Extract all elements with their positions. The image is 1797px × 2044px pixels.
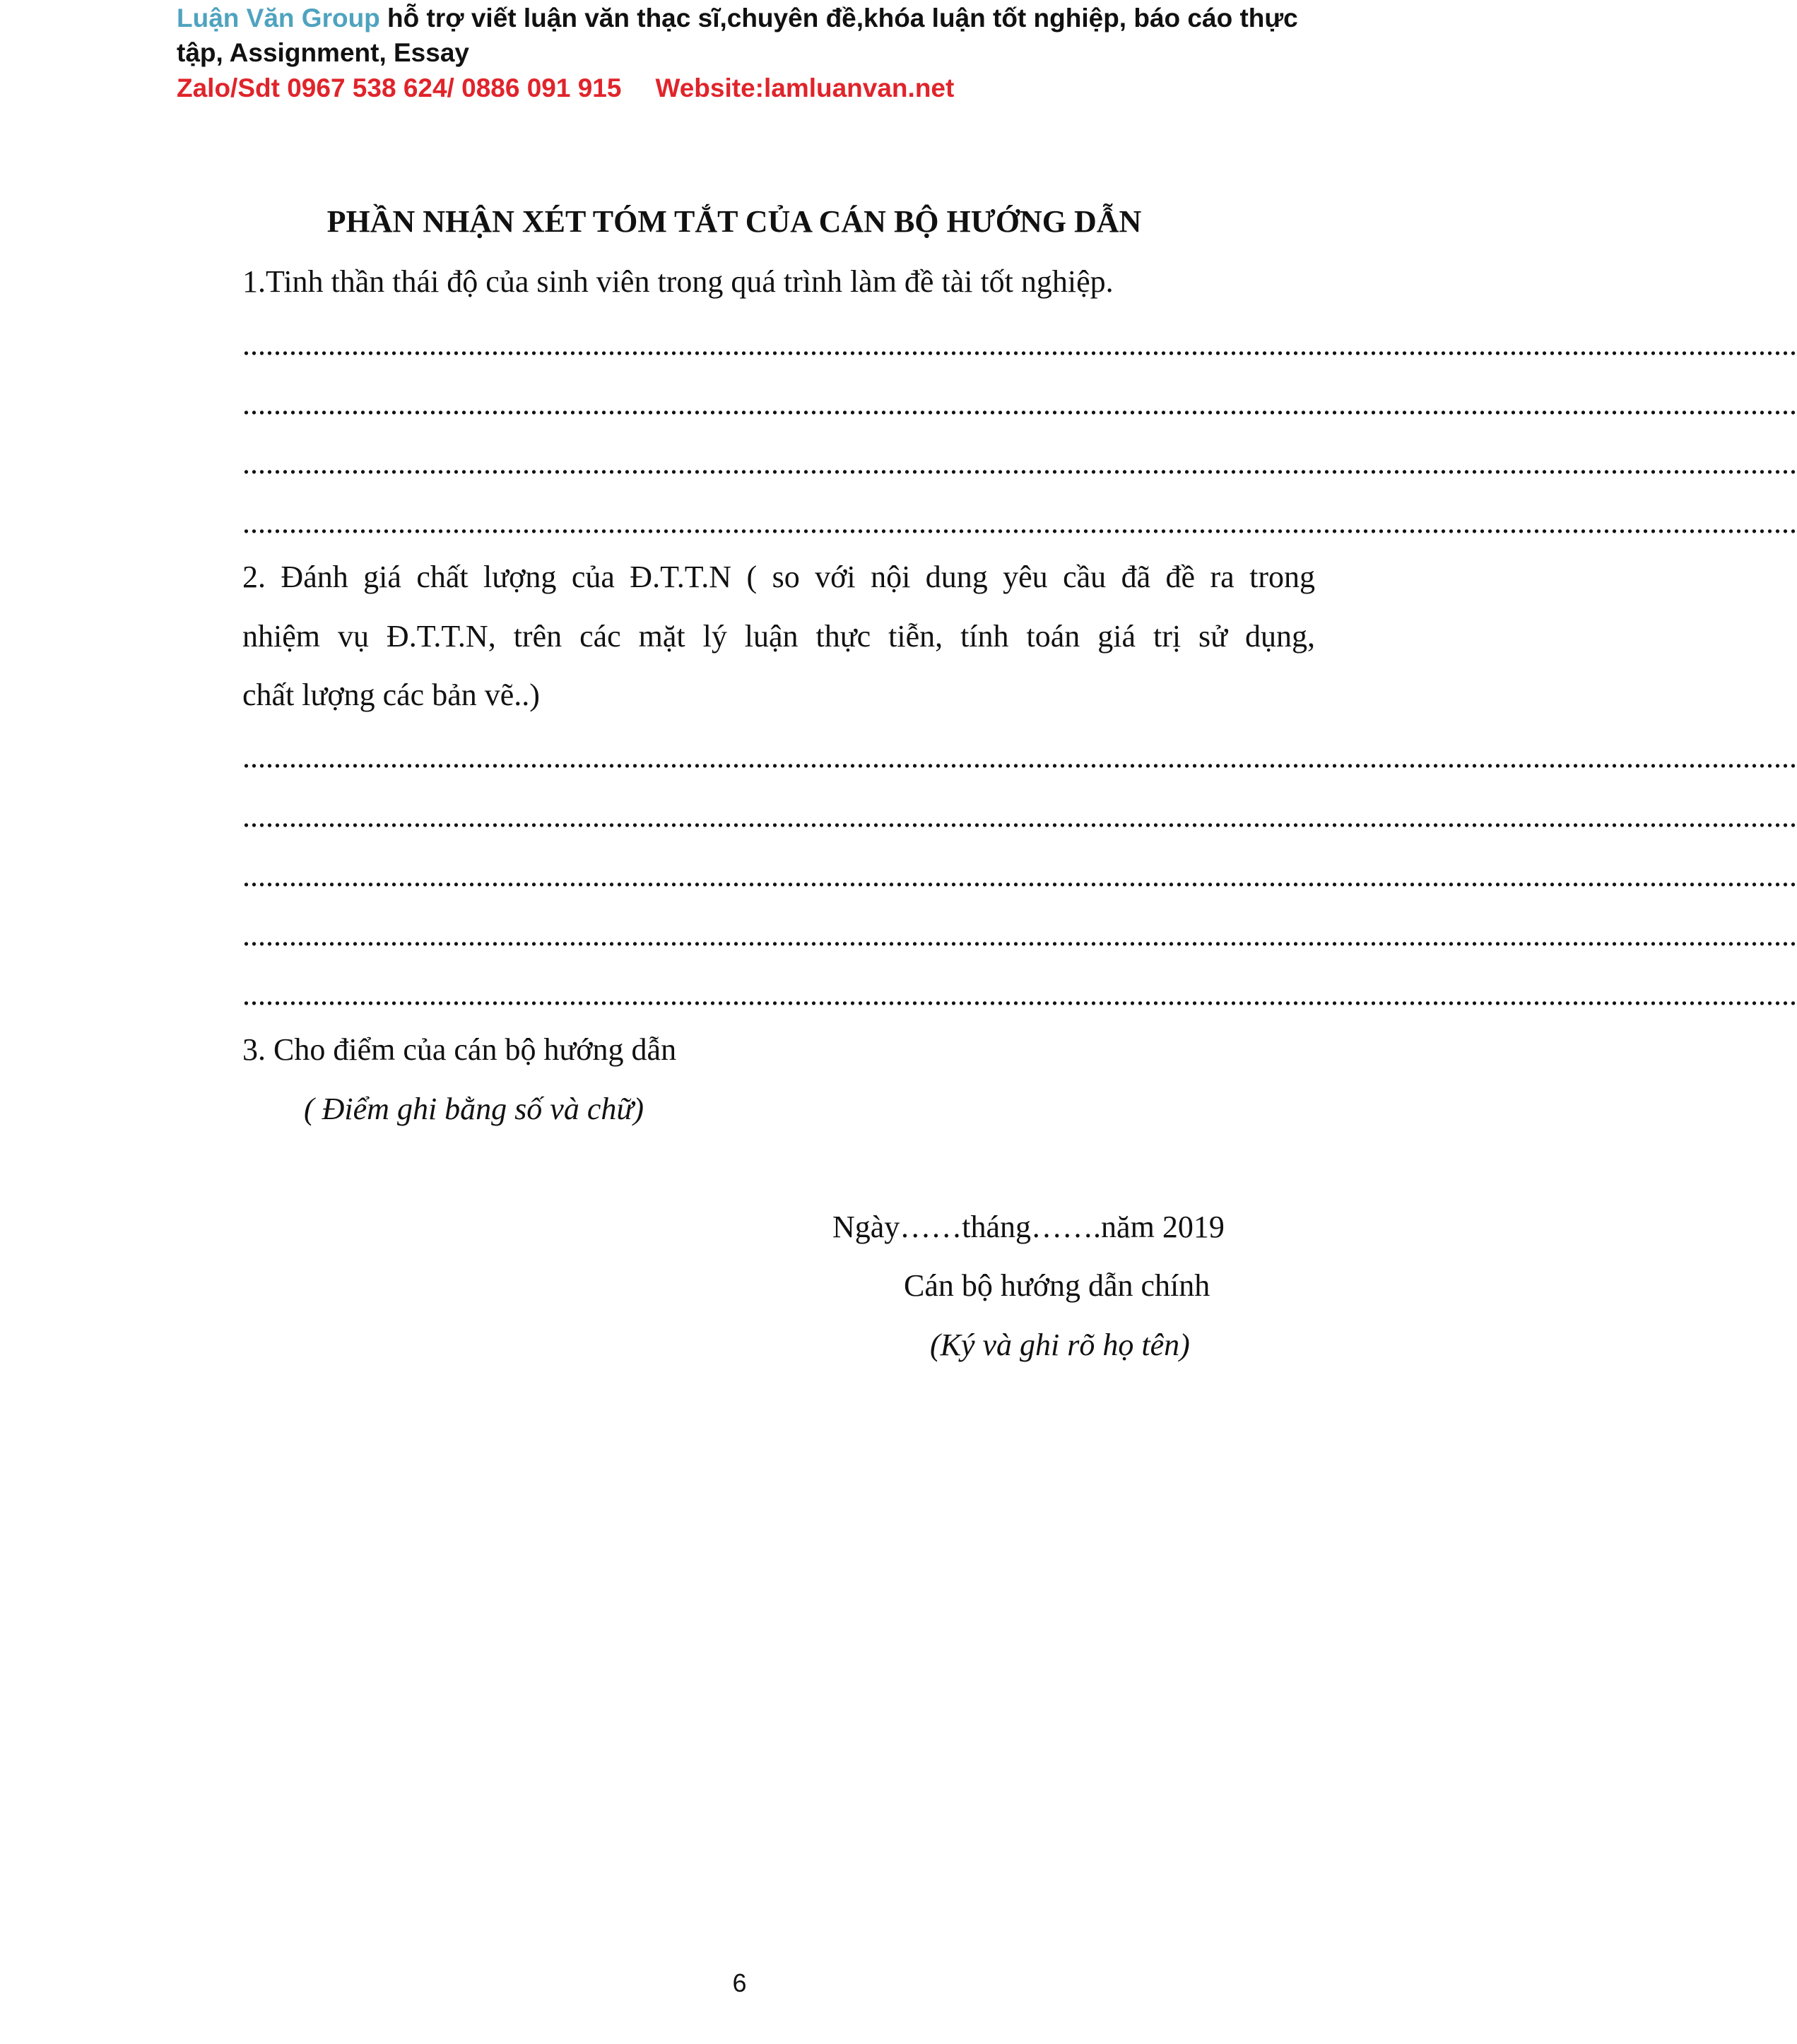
- header-tagline-2: tập, Assignment, Essay: [177, 38, 469, 67]
- answer-line-2-2: ........................................................................................................................................................................................................: [242, 799, 1797, 834]
- header-contact-line: [177, 71, 954, 106]
- answer-line-1-4: ........................................................................................................................................................................................................: [242, 505, 1797, 540]
- answer-line-2-4: ........................................................................................................................................................................................................: [242, 918, 1797, 952]
- answer-line-2-5: ........................................................................................................................................................................................................: [242, 977, 1797, 1012]
- signer-note: (Ký và ghi rõ họ tên): [930, 1328, 1190, 1362]
- answer-line-1-2: ........................................................................................................................................................................................................: [242, 386, 1797, 421]
- section-2-line-2: nhiệm vụ Đ.T.T.N, trên các mặt lý luận thực tiễn, tính toán giá trị sử dụng,: [242, 619, 1315, 654]
- answer-line-1-1: ........................................................................................................................................................................................................: [242, 327, 1797, 362]
- section-2-line-3: chất lượng các bản vẽ..): [242, 678, 540, 712]
- section-2-line-1: 2. Đánh giá chất lượng của Đ.T.T.N ( so với nội dung yêu cầu đã đề ra trong: [242, 560, 1315, 594]
- section-3-heading: 3. Cho điểm của cán bộ hướng dẫn: [242, 1032, 677, 1067]
- signer-title: Cán bộ hướng dẫn chính: [904, 1268, 1210, 1303]
- header-line-1: [177, 1, 1298, 36]
- header-tagline-1: hỗ trợ viết luận văn thạc sĩ,chuyên đề,khóa luận tốt nghiệp, báo cáo thực: [379, 4, 1298, 33]
- website-link[interactable]: Website:lamluanvan.net: [655, 73, 955, 102]
- answer-line-1-3: ........................................................................................................................................................................................................: [242, 446, 1797, 480]
- section-3-note: ( Điểm ghi bằng số và chữ): [304, 1092, 644, 1126]
- answer-line-2-1: ........................................................................................................................................................................................................: [242, 740, 1797, 774]
- answer-line-2-3: ........................................................................................................................................................................................................: [242, 858, 1797, 893]
- brand-name: Luận Văn Group: [177, 4, 380, 33]
- signature-date: Ngày……tháng…….năm 2019: [832, 1210, 1225, 1244]
- contact-phone: Zalo/Sdt 0967 538 624/ 0886 091 915: [177, 73, 622, 102]
- document-title: PHẦN NHẬN XÉT TÓM TẮT CỦA CÁN BỘ HƯỚNG DẪN: [326, 204, 1142, 239]
- section-1-heading: 1.Tinh thần thái độ của sinh viên trong quá trình làm đề tài tốt nghiệp.: [242, 264, 1114, 299]
- page-number: 6: [732, 1968, 747, 1997]
